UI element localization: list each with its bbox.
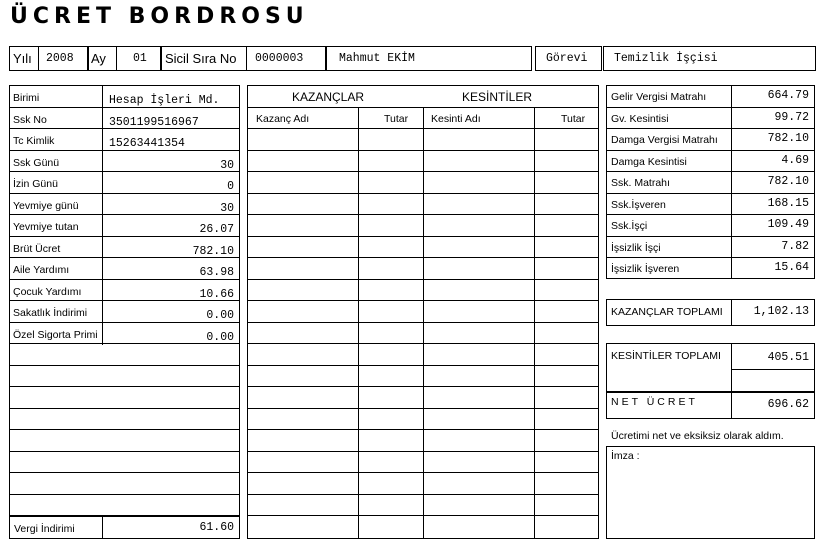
info-label: Brüt Ücret: [13, 243, 61, 255]
summary-label: Ssk. Matrahı: [611, 177, 670, 189]
summary-value: 4.69: [781, 154, 809, 167]
duty-value: Temizlik İşçisi: [614, 52, 718, 65]
summary-label: Ssk.İşveren: [611, 199, 666, 211]
col-tutar-kazanc: Tutar: [384, 113, 409, 125]
table-row: [247, 279, 599, 280]
table-row: [247, 236, 599, 237]
table-row: [247, 214, 599, 215]
net-ucret-value: 696.62: [767, 398, 809, 411]
kazanc-toplami-label: KAZANÇLAR TOPLAMI: [611, 306, 723, 318]
kesinti-header: KESİNTİLER: [462, 90, 533, 104]
summary-label: Damga Vergisi Matrahı: [611, 134, 718, 146]
info-label: Ssk Günü: [13, 157, 60, 169]
table-row: [247, 515, 599, 516]
summary-label: Gv. Kesintisi: [611, 113, 669, 125]
table-row: [247, 494, 599, 495]
vergi-indirimi-value: 61.60: [199, 521, 234, 534]
info-label: Sakatlık İndirimi: [13, 307, 88, 319]
info-label: Ssk No: [13, 114, 47, 126]
month-label: Ay: [91, 51, 106, 66]
summary-value: 168.15: [767, 197, 809, 210]
table-row: [247, 472, 599, 473]
summary-value: 782.10: [767, 175, 809, 188]
table-row: [247, 322, 599, 323]
table-row: [247, 343, 599, 344]
info-value: 3501199516967: [109, 116, 199, 129]
table-row: [247, 193, 599, 194]
table-row: [247, 451, 599, 452]
net-ucret-label: NET ÜCRET: [611, 396, 698, 408]
table-row: [247, 171, 599, 172]
table-row: [247, 300, 599, 301]
summary-label: Ssk.İşçi: [611, 220, 648, 232]
table-row: [247, 429, 599, 430]
summary-label: Gelir Vergisi Matrahı: [611, 91, 707, 103]
summary-value: 664.79: [767, 89, 809, 102]
year-label: Yılı: [13, 51, 32, 66]
info-value: 15263441354: [109, 137, 185, 150]
info-value: 0: [227, 180, 234, 193]
info-value: 26.07: [199, 223, 234, 236]
acknowledgement-text: Ücretimi net ve eksiksiz olarak aldım.: [611, 430, 784, 442]
col-tutar-kesinti: Tutar: [561, 113, 586, 125]
summary-label: İşsizlik İşçi: [611, 242, 661, 254]
sicil-value: 0000003: [255, 52, 304, 65]
kesinti-toplami-value: 405.51: [767, 351, 809, 364]
summary-value: 99.72: [774, 111, 809, 124]
kesinti-toplami-label: KESİNTİLER TOPLAMI: [611, 350, 721, 362]
table-row: [247, 365, 599, 366]
table-row: [247, 408, 599, 409]
info-value: Hesap İşleri Md.: [109, 94, 220, 107]
col-kesinti-adi: Kesinti Adı: [431, 113, 481, 125]
kazanc-header: KAZANÇLAR: [292, 90, 365, 104]
kazanc-toplami-value: 1,102.13: [753, 305, 809, 318]
table-row: [247, 257, 599, 258]
page-title: ÜCRET BORDROSU: [10, 4, 309, 29]
sicil-label: Sicil Sıra No: [165, 51, 237, 66]
info-value: 63.98: [199, 266, 234, 279]
signature-label: İmza :: [611, 450, 640, 462]
employee-name: Mahmut EKİM: [339, 52, 415, 65]
info-value: 30: [220, 159, 234, 172]
duty-label: Görevi: [546, 52, 588, 65]
info-label: Yevmiye günü: [13, 200, 79, 212]
info-value: 10.66: [199, 288, 234, 301]
summary-label: İşsizlik İşveren: [611, 263, 680, 275]
info-label: Çocuk Yardımı: [13, 286, 82, 298]
year-value: 2008: [46, 52, 74, 65]
month-value: 01: [133, 52, 147, 65]
summary-value: 15.64: [774, 261, 809, 274]
summary-value: 782.10: [767, 132, 809, 145]
info-value: 30: [220, 202, 234, 215]
table-row: [247, 128, 599, 129]
info-label: Aile Yardımı: [13, 264, 70, 276]
summary-label: Damga Kesintisi: [611, 156, 687, 168]
info-value: 0.00: [206, 309, 234, 322]
info-label: İzin Günü: [13, 178, 58, 190]
info-value: 0.00: [206, 331, 234, 344]
summary-value: 7.82: [781, 240, 809, 253]
info-label: Birimi: [13, 92, 40, 104]
col-kazanc-adi: Kazanç Adı: [256, 113, 310, 125]
info-value: 782.10: [192, 245, 234, 258]
info-label: Özel Sigorta Primi: [13, 329, 98, 341]
info-label: Tc Kimlik: [13, 135, 55, 147]
table-row: [247, 150, 599, 151]
vergi-indirimi-label: Vergi İndirimi: [14, 523, 75, 535]
summary-value: 109.49: [767, 218, 809, 231]
table-row: [247, 386, 599, 387]
info-label: Yevmiye tutan: [13, 221, 79, 233]
